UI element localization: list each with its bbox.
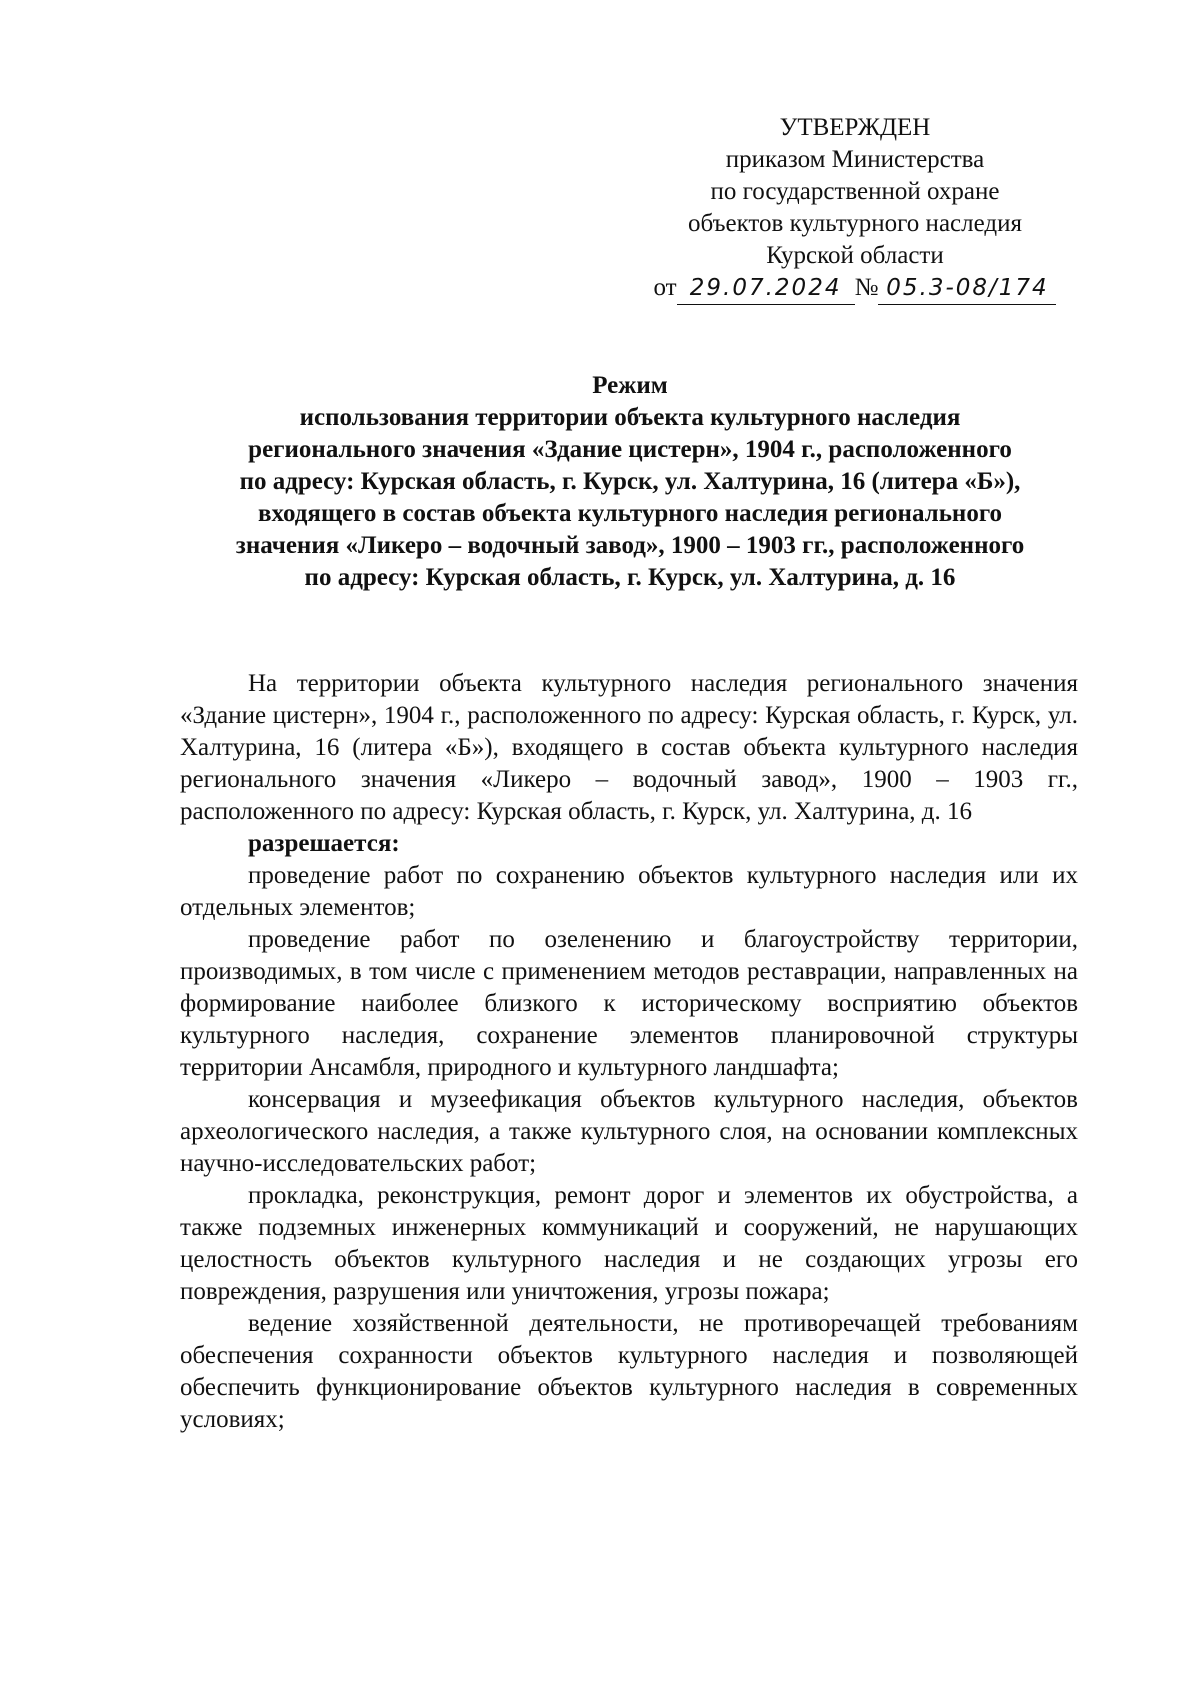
handwritten-number: 05.3-08/174 [878,272,1056,305]
title-line: значения «Ликеро – водочный завод», 1900 – 1903 гг., расположенного [235,532,1025,559]
document-title [180,370,1080,594]
list-item: ведение хозяйственной деятельности, не противоречащей требованиям обеспечения сохранности объектов культурного наследия и позволяющей обеспечить функционирование объектов культурного наследия в современных условиях; [180,1310,1078,1433]
from-label: от [653,274,677,301]
allowed-heading: разрешается: [248,830,400,857]
list-item: консервация и музеефикация объектов культурного наследия, объектов археологического наследия, а также культурного слоя, на основании комплексных научно-исследовательских работ; [180,1086,1078,1177]
intro-paragraph: На территории объекта культурного наследия регионального значения «Здание цистерн», 1904 г., расположенного по адресу: Курская область, г. Курск, ул. Халтурина, 16 (литера «Б»), входящего в состав объекта культурного наследия регионального значения «Ликеро – водочный завод», 1900 – 1903 гг., расположенного по адресу: Курская область, г. Курск, ул. Халтурина, д. 16 [180,670,1078,825]
list-item: проведение работ по сохранению объектов культурного наследия или их отдельных элементов; [180,862,1078,921]
approval-line: по государственной охране [710,178,1000,205]
approval-stamp-block [640,112,1070,305]
handwritten-date: 29.07.2024 [677,272,855,305]
title-line: по адресу: Курская область, г. Курск, ул. Халтурина, д. 16 [304,564,956,591]
approval-line: Курской области [766,242,944,269]
list-item: проведение работ по озеленению и благоустройству территории, производимых, в том числе с применением методов реставрации, направленных на формирование наиболее близкого к историческому восприятию объектов культурного наследия, сохранение элементов планировочной структуры территории Ансамбля, природного и культурного ландшафта; [180,926,1078,1081]
number-label: № [854,274,879,301]
title-line: Режим [592,372,668,399]
title-line: использования территории объекта культурного наследия [299,404,961,431]
title-line: входящего в состав объекта культурного наследия регионального [257,500,1003,527]
document-body [180,668,1078,1436]
title-line: по адресу: Курская область, г. Курск, ул. Халтурина, 16 (литера «Б»), [239,468,1021,495]
title-line: регионального значения «Здание цистерн», 1904 г., расположенного [248,436,1012,463]
approval-line: объектов культурного наследия [688,210,1022,237]
approval-date-number-line [640,272,1070,305]
approval-line: приказом Министерства [725,146,985,173]
list-item: прокладка, реконструкция, ремонт дорог и элементов их обустройства, а также подземных инженерных коммуникаций и сооружений, не нарушающих целостность объектов культурного наследия и не создающих угрозы его повреждения, разрушения или уничтожения, угрозы пожара; [180,1182,1078,1305]
approval-heading: УТВЕРЖДЕН [779,114,931,141]
